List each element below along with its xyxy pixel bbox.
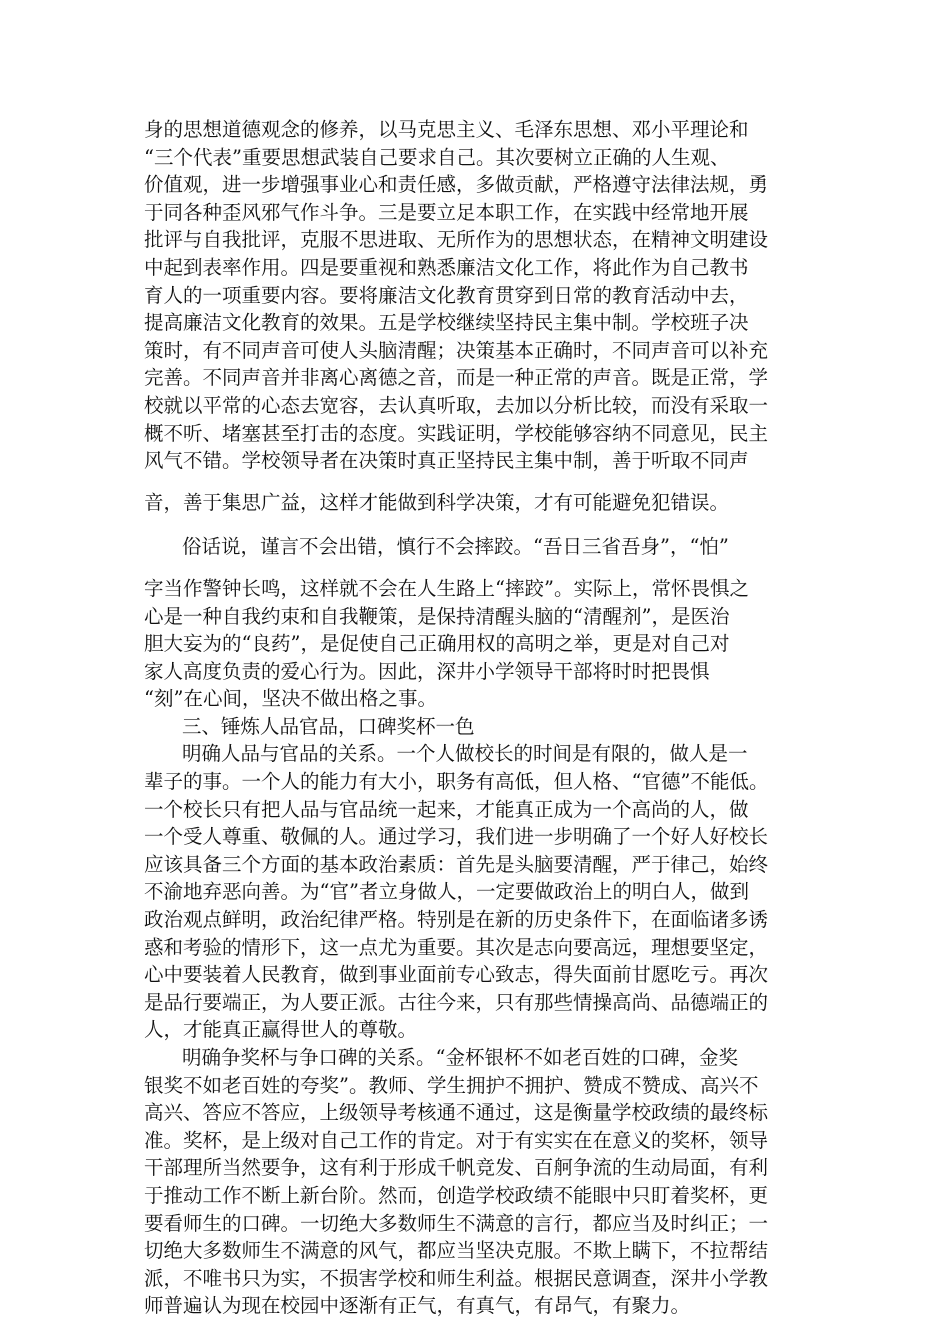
text-line-indented: 明确争奖杯与争口碑的关系。“金杯银杯不如老百姓的口碑，金奖	[182, 1046, 738, 1069]
spacer	[144, 516, 809, 533]
text-line: 音，善于集思广益，这样才能做到科学决策，才有可能避免犯错误。	[144, 490, 730, 514]
text-line: 师普遍认为现在校园中逐渐有正气，有真气，有昂气，有聚力。	[144, 1294, 691, 1318]
section-heading: 三、锤炼人品官品，口碑奖杯一色	[182, 714, 475, 738]
text-line: 提高廉洁文化教育的效果。五是学校继续坚持民主集中制。学校班子决	[144, 311, 749, 335]
spacer	[144, 475, 809, 489]
text-line: 价值观，进一步增强事业心和责任感，多做贡献，严格遵守法律法规，勇	[144, 173, 769, 197]
text-line: 派，不唯书只为实，不损害学校和师生利益。根据民意调查，深井小学教	[144, 1266, 769, 1290]
text-line: 概不听、堵塞甚至打击的态度。实践证明，学校能够容纳不同意见，民主	[144, 421, 769, 445]
spacer	[144, 561, 809, 575]
text-line: 身的思想道德观念的修养，以马克思主义、毛泽东思想、邓小平理论和	[144, 118, 749, 141]
paragraph-trophy-and-reputation	[144, 1044, 809, 1320]
text-line: 字当作警钟长鸣，这样就不会在人生路上“摔跤”。实际上，常怀畏惧之	[144, 576, 749, 600]
paragraph-fear-warning	[144, 575, 809, 713]
text-line: “三个代表”重要思想武装自己要求自己。其次要树立正确的人生观、	[144, 145, 730, 169]
text-line: 心中要装着人民教育，做到事业面前专心致志，得失面前甘愿吃亏。再次	[144, 963, 769, 987]
text-line: “刻”在心间，坚决不做出格之事。	[144, 687, 437, 711]
text-line: 完善。不同声音并非离心离德之音，而是一种正常的声音。既是正常，学	[144, 366, 769, 390]
text-line: 政治观点鲜明，政治纪律严格。特别是在新的历史条件下，在面临诸多诱	[144, 908, 769, 932]
text-line: 一个受人尊重、敬佩的人。通过学习，我们进一步明确了一个好人好校长	[144, 825, 769, 849]
text-line: 风气不错。学校领导者在决策时真正坚持民主集中制，善于听取不同声	[144, 449, 749, 473]
text-line: 于推动工作不断上新台阶。然而，创造学校政绩不能眼中只盯着奖杯，更	[144, 1183, 769, 1207]
text-line: 是品行要端正，为人要正派。古往今来，只有那些情操高尚、品德端正的	[144, 990, 769, 1014]
text-line: 干部理所当然要争，这有利于形成千帆竞发、百舸争流的生动局面，有利	[144, 1156, 769, 1180]
text-line: 人，才能真正赢得世人的尊敬。	[144, 1018, 418, 1042]
text-line: 一个校长只有把人品与官品统一起来，才能真正成为一个高尚的人，做	[144, 797, 749, 821]
text-line: 家人高度负责的爱心行为。因此，深井小学领导干部将时时把畏惧	[144, 659, 710, 683]
text-line: 惑和考验的情形下，这一点尤为重要。其次是志向要高远，理想要坚定，	[144, 935, 769, 959]
document-page	[144, 116, 809, 1320]
text-line-indented: 俗话说，谨言不会出错，慎行不会摔跤。“吾日三省吾身”，“怕”	[182, 535, 729, 559]
text-line: 不渝地弃恶向善。为“官”者立身做人，一定要做政治上的明白人，做到	[144, 880, 749, 904]
text-line: 高兴、答应不答应，上级领导考核通不通过，这是衡量学校政绩的最终标	[144, 1101, 769, 1125]
text-line: 准。奖杯，是上级对自己工作的肯定。对于有实实在在意义的奖杯，领导	[144, 1128, 769, 1152]
text-line: 要看师生的口碑。一切绝大多数师生不满意的言行，都应当及时纠正；一	[144, 1211, 769, 1235]
text-line: 育人的一项重要内容。要将廉洁文化教育贯穿到日常的教育活动中去，	[144, 283, 749, 307]
text-line: 校就以平常的心态去宽容，去认真听取，去加以分析比较，而没有采取一	[144, 393, 769, 417]
text-line: 胆大妄为的“良药”，是促使自己正确用权的高明之举，更是对自己对	[144, 632, 730, 656]
text-line: 辈子的事。一个人的能力有大小，职务有高低，但人格、“官德”不能低。	[144, 770, 769, 794]
text-line: 批评与自我批评，克服不思进取、无所作为的思想状态，在精神文明建设	[144, 228, 769, 252]
text-line-indented: 明确人品与官品的关系。一个人做校长的时间是有限的，做人是一	[182, 742, 748, 766]
text-line: 策时，有不同声音可使人头脑清醒；决策基本正确时，不同声音可以补充	[144, 338, 769, 362]
text-line: 于同各种歪风邪气作斗争。三是要立足本职工作，在实践中经常地开展	[144, 200, 749, 224]
text-line: 银奖不如老百姓的夸奖”。教师、学生拥护不拥护、赞成不赞成、高兴不	[144, 1073, 759, 1097]
text-line: 心是一种自我约束和自我鞭策，是保持清醒头脑的“清醒剂”，是医治	[144, 604, 730, 628]
paragraph-democratic-centralism	[144, 116, 809, 475]
text-line: 中起到表率作用。四是要重视和熟悉廉洁文化工作，将此作为自己教书	[144, 255, 749, 279]
text-line: 切绝大多数师生不满意的风气，都应当坚决克服。不欺上瞒下，不拉帮结	[144, 1239, 769, 1263]
text-line: 应该具备三个方面的基本政治素质：首先是头脑要清醒，严于律己，始终	[144, 852, 769, 876]
paragraph-character-and-office	[144, 740, 809, 1044]
